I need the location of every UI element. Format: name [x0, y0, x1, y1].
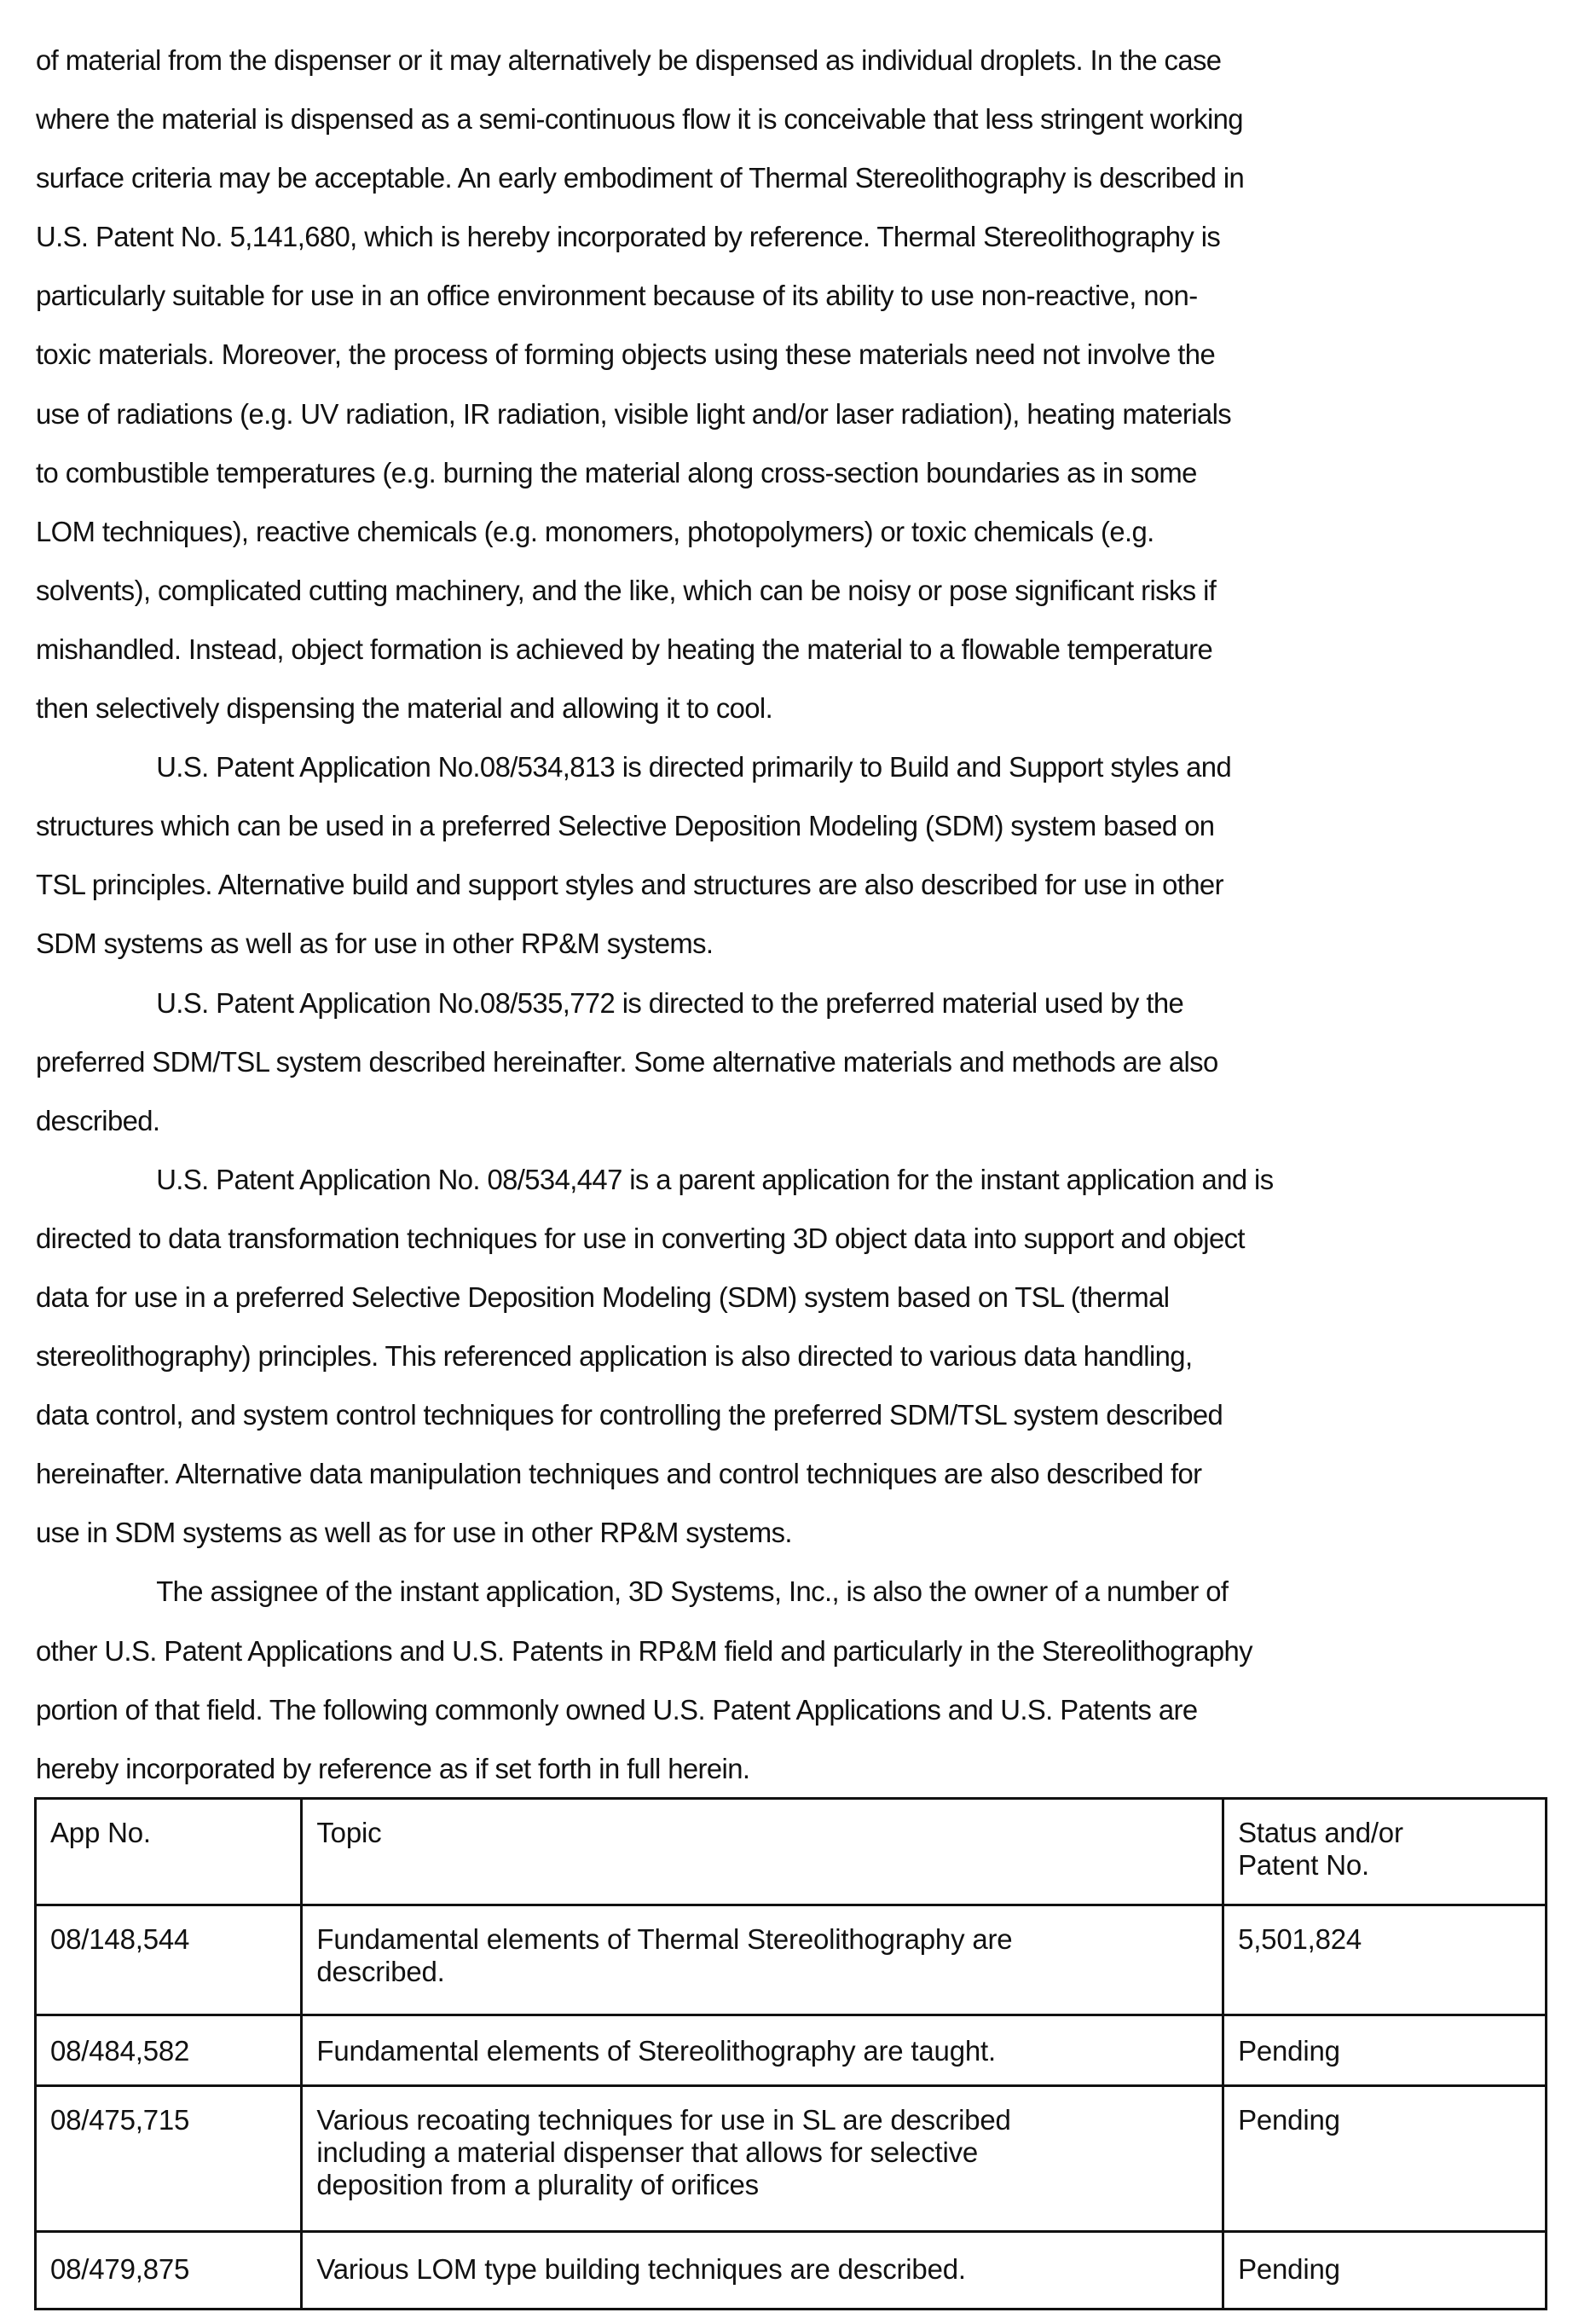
text-line: described. — [36, 1104, 160, 1136]
text-line: portion of that field. The following commonly owned U.S. Patent Applications and U.S. Patents are — [36, 1693, 1198, 1726]
table-row — [36, 2232, 1547, 2310]
cell-status: Pending — [1223, 2232, 1547, 2310]
text-line: preferred SDM/TSL system described hereinafter. Some alternative materials and methods are also — [36, 1045, 1218, 1078]
patent-reference-table — [34, 1797, 1547, 2310]
text-line: toxic materials. Moreover, the process of forming objects using these materials need not involve the — [36, 338, 1216, 371]
header-app-no-label: App No. — [50, 1817, 151, 1848]
text-line: stereolithography) principles. This referenced application is also directed to various data handling, — [36, 1340, 1193, 1373]
cell-app-no: 08/479,875 — [36, 2232, 302, 2310]
body-text — [36, 31, 1570, 1798]
cell-status: Pending — [1223, 2086, 1547, 2232]
table-row — [36, 2086, 1547, 2232]
text-line: where the material is dispensed as a semi-continuous flow it is conceivable that less stringent working — [36, 103, 1243, 136]
text-line: particularly suitable for use in an office environment because of its ability to use non-reactive, non- — [36, 280, 1198, 312]
topic-line: Various LOM type building techniques are described. — [316, 2253, 966, 2285]
header-status-label-line1: Status and/or — [1238, 1817, 1403, 1848]
cell-app-no: 08/484,582 — [36, 2015, 302, 2086]
topic-line: described. — [316, 1956, 445, 1987]
text-line: U.S. Patent Application No.08/535,772 is directed to the preferred material used by the — [156, 986, 1184, 1019]
topic-line: Various recoating techniques for use in SL are described — [316, 2104, 1011, 2136]
text-line: directed to data transformation techniques for use in converting 3D object data into support and object — [36, 1222, 1245, 1254]
cell-app-no: 08/148,544 — [36, 1905, 302, 2015]
table-row — [36, 2015, 1547, 2086]
text-line: use of radiations (e.g. UV radiation, IR radiation, visible light and/or laser radiation), heating materials — [36, 397, 1232, 430]
text-line: of material from the dispenser or it may alternatively be dispensed as individual droplets. In the case — [36, 44, 1222, 76]
topic-line: Fundamental elements of Stereolithography are taught. — [316, 2035, 996, 2067]
text-line: hereby incorporated by reference as if set forth in full herein. — [36, 1752, 750, 1784]
paragraph-5 — [36, 1562, 1570, 1797]
text-line: solvents), complicated cutting machinery, and the like, which can be noisy or pose significant risks if — [36, 574, 1217, 606]
header-app-no — [36, 1799, 302, 1905]
text-line: other U.S. Patent Applications and U.S. Patents in RP&M field and particularly in the Stereolithography — [36, 1634, 1252, 1667]
text-line: mishandled. Instead, object formation is achieved by heating the material to a flowable temperature — [36, 633, 1213, 665]
cell-topic — [302, 1905, 1223, 2015]
paragraph-3 — [36, 974, 1570, 1150]
text-line: surface criteria may be acceptable. An early embodiment of Thermal Stereolithography is described in — [36, 162, 1245, 194]
text-line: then selectively dispensing the material and allowing it to cool. — [36, 692, 773, 725]
text-line: hereinafter. Alternative data manipulation techniques and control techniques are also described for — [36, 1458, 1202, 1490]
text-line: TSL principles. Alternative build and support styles and structures are also described for use in other — [36, 869, 1223, 901]
cell-app-no: 08/475,715 — [36, 2086, 302, 2232]
text-line: LOM techniques), reactive chemicals (e.g. monomers, photopolymers) or toxic chemicals (e.g. — [36, 515, 1154, 547]
text-line: use in SDM systems as well as for use in other RP&M systems. — [36, 1517, 792, 1549]
text-line: to combustible temperatures (e.g. burning the material along cross-section boundaries as in some — [36, 456, 1197, 489]
text-line: U.S. Patent Application No. 08/534,447 is a parent application for the instant application and is — [156, 1163, 1274, 1195]
table-header-row — [36, 1799, 1547, 1905]
text-line: data control, and system control techniques for controlling the preferred SDM/TSL system described — [36, 1399, 1223, 1431]
text-line: U.S. Patent Application No.08/534,813 is directed primarily to Build and Support styles and — [156, 751, 1232, 783]
cell-status: Pending — [1223, 2015, 1547, 2086]
paragraph-4 — [36, 1150, 1570, 1563]
cell-status: 5,501,824 — [1223, 1905, 1547, 2015]
cell-topic — [302, 2086, 1223, 2232]
table-row — [36, 1905, 1547, 2015]
paragraph-2 — [36, 737, 1570, 973]
header-status — [1223, 1799, 1547, 1905]
header-topic-label: Topic — [316, 1817, 382, 1848]
topic-line: Fundamental elements of Thermal Stereolithography are — [316, 1923, 1013, 1955]
text-line: U.S. Patent No. 5,141,680, which is hereby incorporated by reference. Thermal Stereolithography is — [36, 221, 1221, 253]
paragraph-1 — [36, 31, 1570, 737]
topic-line: deposition from a plurality of orifices — [316, 2169, 759, 2200]
cell-topic — [302, 2232, 1223, 2310]
text-line: structures which can be used in a preferred Selective Deposition Modeling (SDM) system based on — [36, 810, 1215, 842]
text-line: SDM systems as well as for use in other RP&M systems. — [36, 928, 714, 960]
text-line: data for use in a preferred Selective Deposition Modeling (SDM) system based on TSL (thermal — [36, 1281, 1170, 1313]
header-topic — [302, 1799, 1223, 1905]
topic-line: including a material dispenser that allows for selective — [316, 2136, 979, 2168]
cell-topic — [302, 2015, 1223, 2086]
text-line: The assignee of the instant application, 3D Systems, Inc., is also the owner of a number of — [156, 1575, 1229, 1608]
header-status-label-line2: Patent No. — [1238, 1849, 1369, 1881]
